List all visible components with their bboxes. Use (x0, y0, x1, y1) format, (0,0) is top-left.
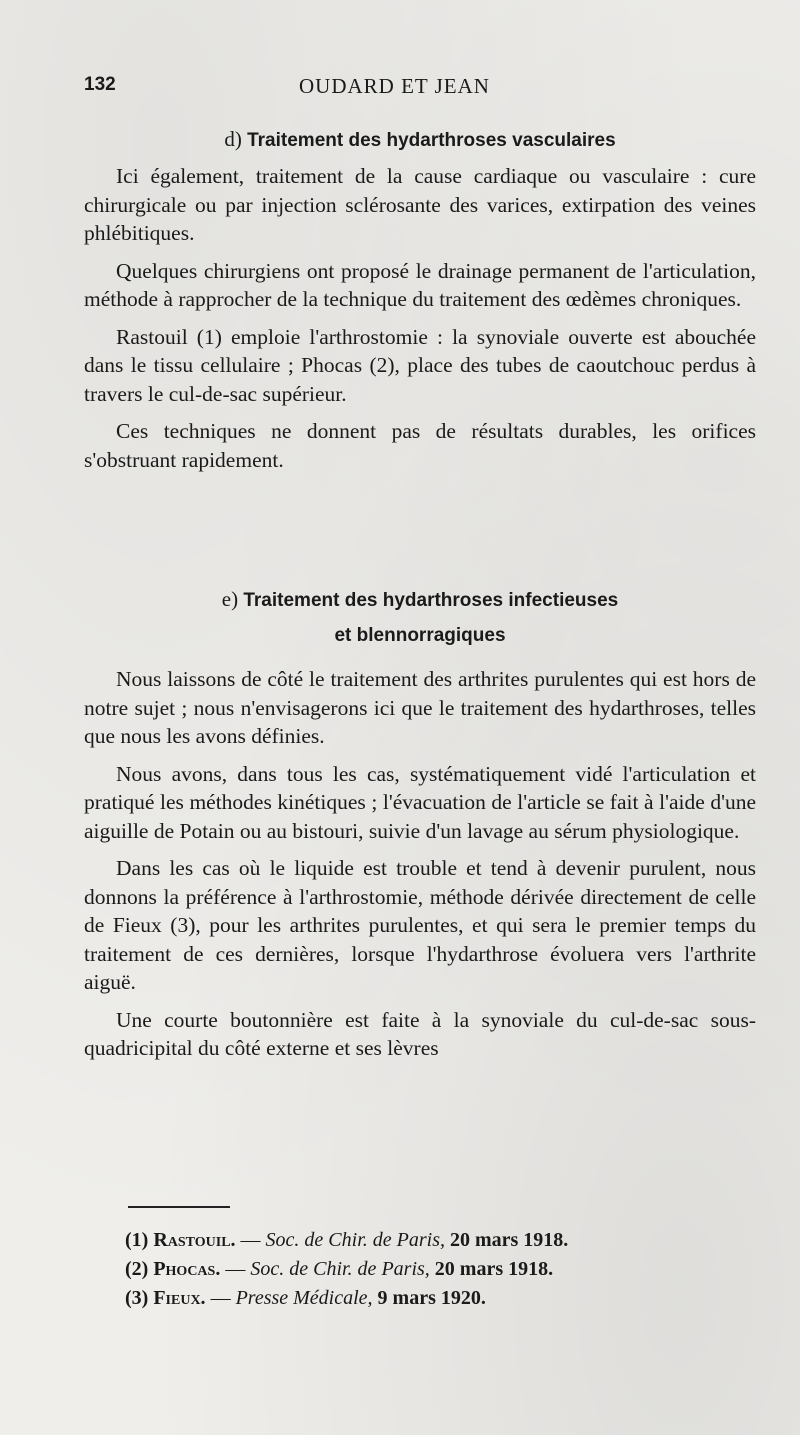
footnote-2 (125, 1255, 765, 1284)
footnote-date: 9 mars 1920. (372, 1287, 486, 1309)
paragraph: Une courte boutonnière est faite à la synoviale du cul-de-sac sous-quadricipital du côté externe et ses lèvres (84, 1007, 756, 1060)
paragraph: Ces techniques ne donnent pas de résultats durables, les orifices s'obstruant rapidement. (84, 419, 756, 472)
footnote-date: 20 mars 1918. (444, 1229, 569, 1251)
footnote-author: Phocas. (153, 1258, 221, 1280)
footnote-journal: Soc. de Chir. de Paris, (250, 1258, 430, 1280)
paragraph: Nous laissons de côté le traitement des arthrites purulentes qui est hors de notre sujet ; nous n'envisagerons ici que le traitement des hydarthroses, telles que nous les avons définies. (84, 667, 756, 748)
footnote-number: (2) (125, 1258, 149, 1280)
footnote-author: Rastouil. (153, 1229, 236, 1251)
footnote-separator: — (205, 1287, 236, 1309)
footnote-number: (3) (125, 1287, 149, 1309)
section-d-title: Traitement des hydarthroses vasculaires (247, 130, 616, 151)
section-e-heading-line1 (84, 582, 756, 618)
paragraph: Quelques chirurgiens ont proposé le drainage permanent de l'articulation, méthode à rapprocher de la technique du traitement des œdèmes chroniques. (84, 258, 756, 311)
footnote-author: Fieux. (153, 1287, 206, 1309)
section-e (84, 582, 756, 1072)
footnote-number: (1) (125, 1229, 149, 1251)
section-e-title-line1: Traitement des hydarthroses infectieuses (243, 590, 619, 611)
page-header (84, 74, 754, 104)
footnote-3 (125, 1284, 765, 1313)
section-d-heading (84, 122, 756, 158)
footnote-separator: — (235, 1229, 266, 1251)
paragraph: Rastouil (1) emploie l'arthrostomie : la synoviale ouverte est abouchée dans le tissu cellulaire ; Phocas (2), place des tubes de caoutchouc perdus à travers le cul-de-sac supérieur. (84, 324, 756, 406)
footnote-journal: Soc. de Chir. de Paris, (265, 1229, 445, 1251)
section-d (84, 122, 756, 483)
section-e-heading (84, 582, 756, 653)
section-e-title-line2: et blennorragiques (334, 625, 506, 646)
footnote-1 (125, 1226, 765, 1255)
footnote-separator: — (220, 1258, 251, 1280)
footnote-date: 20 mars 1918. (429, 1258, 554, 1280)
page-number: 132 (84, 74, 116, 95)
footnote-journal: Presse Médicale, (235, 1287, 373, 1309)
footnote-divider (128, 1206, 230, 1208)
paragraph: Ici également, traitement de la cause cardiaque ou vasculaire : cure chirurgicale ou par injection sclérosante des varices, extirpation des veines phlébitiques. (84, 164, 756, 245)
section-d-letter: d) (224, 127, 242, 151)
paragraph: Nous avons, dans tous les cas, systématiquement vidé l'articulation et pratiqué les méthodes kinétiques ; l'évacuation de l'article se fait à l'aide d'une aiguille de Potain ou au bistouri, suivie d'un lavage au sérum physiologique. (84, 761, 756, 843)
paragraph: Dans les cas où le liquide est trouble et tend à devenir purulent, nous donnons la préférence à l'arthrostomie, méthode dérivée directement de celle de Fieux (3), pour les arthrites purulentes, et qui sera le premier temps du traitement de ces dernières, lorsque l'hydarthrose évoluera vers l'arthrite aiguë. (84, 856, 756, 994)
running-title: OUDARD ET JEAN (299, 74, 490, 98)
section-e-letter: e) (221, 587, 239, 611)
footnotes (125, 1226, 765, 1313)
